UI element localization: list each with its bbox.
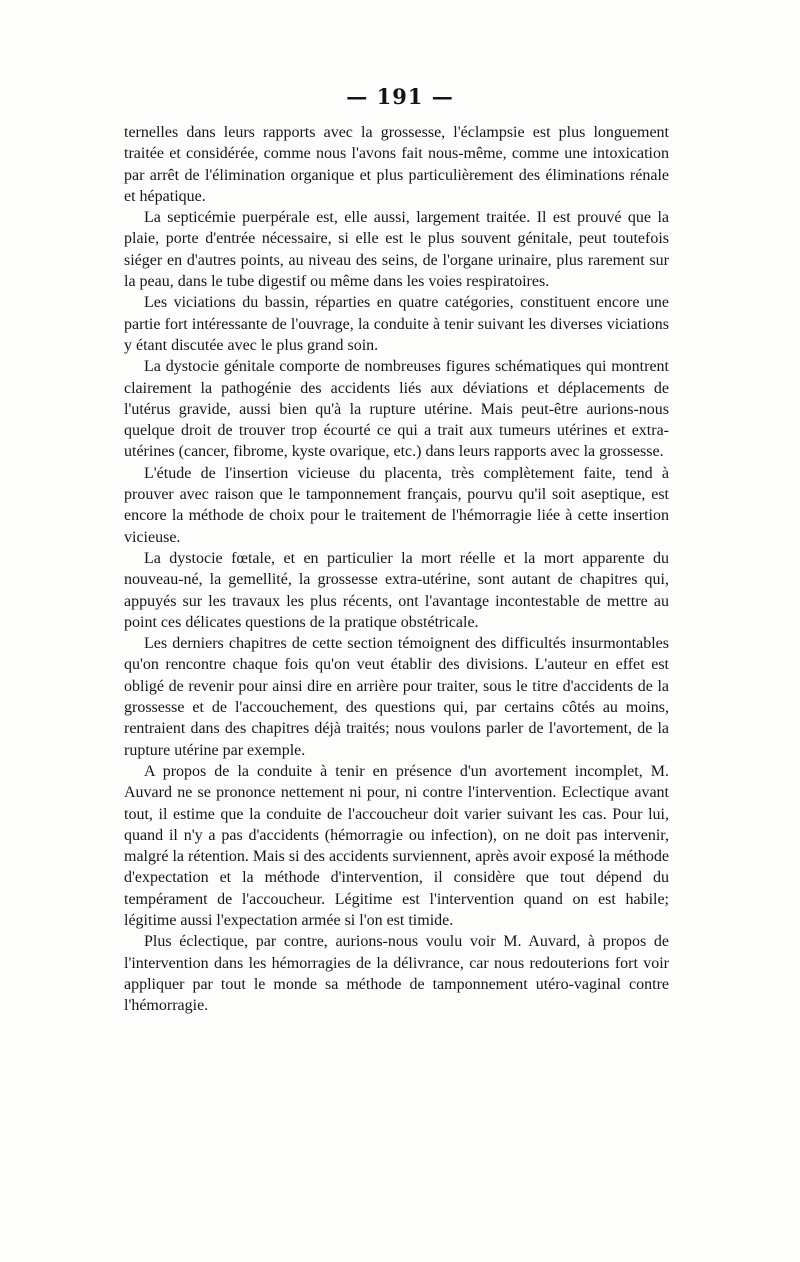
body-text (124, 122, 669, 1016)
paragraph-septicemie: La septicémie puerpérale est, elle aussi, largement traitée. Il est prouvé que la plaie, porte d'entrée nécessaire, si elle est le plus souvent génitale, peut toutefois siéger en d'autres points, au niveau des seins, de l'organe urinaire, plus rarement sur la peau, dans le tube digestif ou même dans les voies respiratoires. (124, 209, 669, 291)
paragraph-viciations-bassin: Les viciations du bassin, réparties en quatre catégories, constituent encore une partie fort intéressante de l'ouvrage, la conduite à tenir suivant les diverses viciations y étant discutée avec le plus grand soin. (124, 294, 669, 354)
paragraph-dystocie-foetale: La dystocie fœtale, et en particulier la mort réelle et la mort apparente du nouveau-né, la gemellité, la grossesse extra-utérine, sont autant de chapitres qui, appuyés sur les travaux les plus récents, ont l'avantage incontestable de mettre au point ces délicates questions de la pratique obstétricale. (124, 549, 669, 631)
paragraph-eclampsie: ternelles dans leurs rapports avec la grossesse, l'éclampsie est plus longuement traitée et considérée, comme nous l'avons fait nous-même, comme une intoxication par arrêt de l'élimination organique et plus particulièrement des éliminations rénale et hépatique. (124, 124, 669, 205)
paragraph-avortement: A propos de la conduite à tenir en présence d'un avortement incomplet, M. Auvard ne se prononce nettement ni pour, ni contre l'intervention. Eclectique avant tout, il estime que la conduite de l'accoucheur doit varier suivant les cas. Pour lui, quand il n'y a pas d'accidents (hémorragie ou infection), on ne doit pas intervenir, malgré la rétention. Mais si des accidents surviennent, après avoir exposé la méthode d'expectation et la méthode d'intervention, il considère que tout dépend du tempérament de l'accoucheur. Légitime est l'intervention quand on est habile; légitime aussi l'expectation armée si l'on est timide. (124, 762, 669, 929)
paragraph-delivrance: Plus éclectique, par contre, aurions-nous voulu voir M. Auvard, à propos de l'intervention dans les hémorragies de la délivrance, car nous redouterions fort voir appliquer par tout le monde sa méthode de tamponnement utéro-vaginal contre l'hémorragie. (124, 933, 669, 1015)
paragraph-placenta: L'étude de l'insertion vicieuse du placenta, très complètement faite, tend à prouver avec raison que le tamponnement français, pourvu qu'il soit aseptique, est encore la méthode de choix pour le traitement de l'hémorragie liée à cette insertion vicieuse. (124, 464, 669, 546)
page-number-header: — 191 — (346, 84, 454, 109)
paragraph-derniers-chapitres: Les derniers chapitres de cette section témoignent des difficultés insurmontables qu'on rencontre chaque fois qu'on veut établir des divisions. L'auteur en effet est obligé de revenir pour ainsi dire en arrière pour traiter, sous le titre d'accidents de la grossesse et de l'accouchement, des questions qui, par certains côtés au moins, rentraient dans des chapitres déjà traités; nous voulons parler de l'avortement, de la rupture utérine par exemple. (124, 635, 669, 759)
paragraph-dystocie-genitale: La dystocie génitale comporte de nombreuses figures schématiques qui montrent clairement la pathogénie des accidents liés aux déviations et déplacements de l'utérus gravide, aussi bien qu'à la rupture utérine. Mais peut-être aurions-nous quelque droit de trouver trop écourté ce qui a trait aux tumeurs utérines et extra-utérines (cancer, fibrome, kyste ovarique, etc.) dans leurs rapports avec la grossesse. (124, 358, 669, 461)
